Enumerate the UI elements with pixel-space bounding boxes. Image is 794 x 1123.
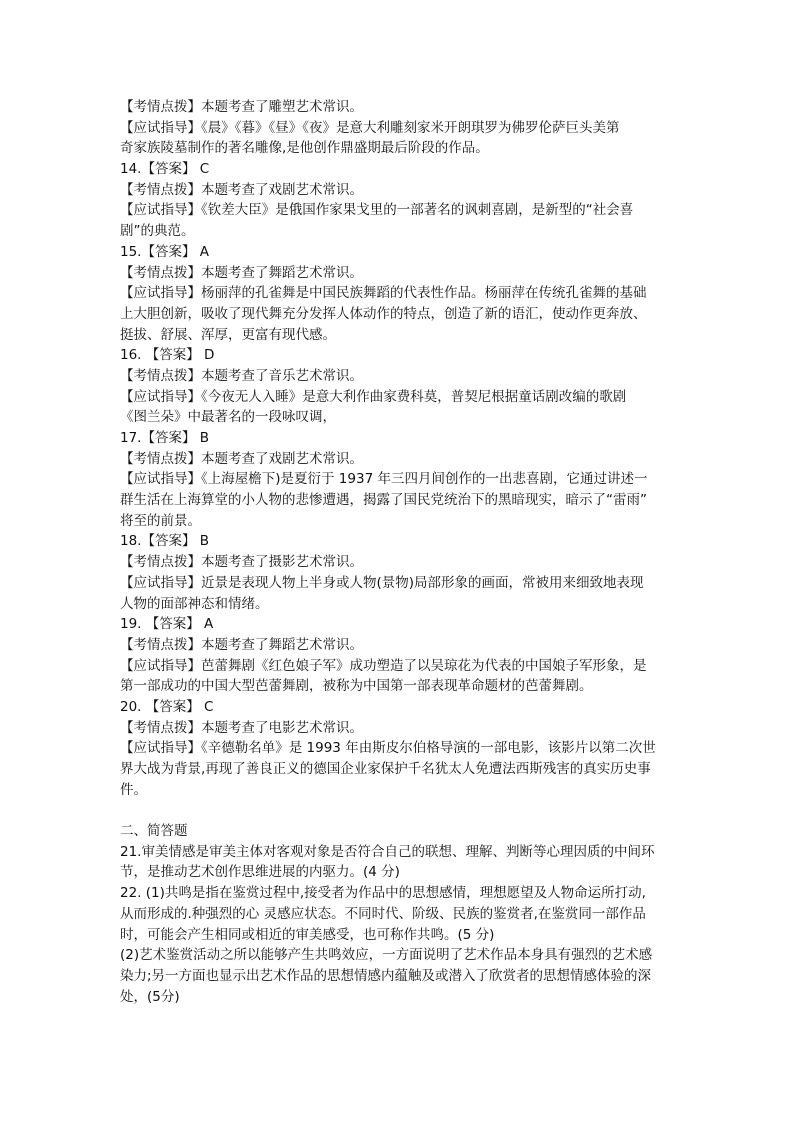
text-line: 【应试指导】《晨》《暮》《昼》《夜》是意大利雕刻家米开朗琪罗为佛罗伦萨巨头美第: [120, 119, 620, 136]
text-line: 【应试指导】《今夜无人入睡》是意大利作曲家费科莫，普契尼根据童话剧改编的歌剧: [120, 388, 627, 405]
text-line: 18.【答案】 B: [120, 533, 210, 550]
text-line: 挺拔、舒展、浑厚，更富有现代感。: [120, 326, 336, 343]
text-line: 上大胆创新，吸收了现代舞充分发挥人体动作的特点，创造了新的语汇，使动作更奔放、: [120, 305, 647, 322]
text-line: 《图兰朵》中最著名的一段咏叹调，: [120, 409, 336, 426]
text-line: 【应试指导】《上海屋檐下)是夏衍于 1937 年三四月间创作的一出悲喜剧，它通过讲述一: [120, 471, 648, 488]
text-line: 【考情点拨】本题考查了戏剧艺术常识。: [120, 181, 363, 198]
text-line: 14.【答案】 C: [120, 161, 210, 178]
text-line: 【考情点拨】本题考查了舞蹈艺术常识。: [120, 264, 363, 281]
text-line: (2)艺术鉴赏活动之所以能够产生共鸣效应，一方面说明了艺术作品本身具有强烈的艺术感: [120, 947, 653, 964]
text-line: 界大战为背景,再现了善良正义的德国企业家保护千名犹太人免遭法西斯残害的真实历史事: [120, 761, 651, 777]
text-line: 人物的面部神态和情绪。: [120, 595, 269, 612]
text-line: 从而形成的.种强烈的心 灵感应状态。不同时代、阶级、民族的鉴赏者,在鉴赏同一部作品: [120, 905, 646, 922]
text-line: 剧”的典范。: [120, 223, 195, 240]
text-line: 节，是推动艺术创作思维进展的内驱力。(4 分): [120, 864, 400, 881]
text-line: 【应试指导】《钦差大臣》是俄国作家果戈里的一部著名的讽刺喜剧，是新型的“社会喜: [120, 202, 634, 219]
text-line: 处，(5分): [120, 988, 180, 1005]
text-line: 19. 【答案】 A: [120, 616, 214, 633]
text-line: 【考情点拨】本题考查了戏剧艺术常识。: [120, 450, 363, 467]
text-line: 17.【答案】 B: [120, 430, 210, 446]
text-line: 【考情点拨】本题考查了电影艺术常识。: [120, 719, 363, 736]
blank-line: [120, 800, 680, 821]
document-body: [120, 97, 680, 1007]
text-line: 群生活在上海算堂的小人物的悲惨遭遇，揭露了国民党统治下的黑暗现实，暗示了“雷雨”: [120, 492, 647, 509]
text-line: 【应试指导】《辛德勒名单》是 1993 年由斯皮尔伯格导演的一部电影，该影片以第二次世: [120, 740, 656, 757]
text-line: 【应试指导】芭蕾舞剧《红色娘子军》成功塑造了以吴琼花为代表的中国娘子军形象，是: [120, 657, 647, 674]
text-line: 二、简答题: [120, 823, 188, 840]
text-line: 20. 【答案】 C: [120, 698, 214, 715]
text-line: 【考情点拨】本题考查了音乐艺术常识。: [120, 367, 363, 384]
text-line: 【考情点拨】本题考查了舞蹈艺术常识。: [120, 636, 363, 653]
text-line: 时，可能会产生相同或相近的审美感受，也可称作共鸣。(5 分): [120, 926, 495, 943]
text-line: 【考情点拨】本题考查了雕塑艺术常识。: [120, 99, 363, 115]
text-line: 【应试指导】近景是表现人物上半身或人物(景物)局部形象的画面，常被用来细致地表现: [120, 574, 644, 591]
text-line: 将至的前景。: [120, 512, 201, 529]
text-line: 奇家族陵墓制作的著名雕像,是他创作鼎盛期最后阶段的作品。: [120, 140, 489, 157]
text-line: 第一部成功的中国大型芭蕾舞剧，被称为中国第一部表现革命题材的芭蕾舞剧。: [120, 678, 593, 695]
text-line: 16. 【答案】 D: [120, 347, 215, 364]
text-line: 染力;另一方面也显示出艺术作品的思想情感内蕴触及或潜入了欣赏者的思想情感体验的深: [120, 967, 652, 984]
text-line: 【应试指导】杨丽萍的孔雀舞是中国民族舞蹈的代表性作品。杨丽萍在传统孔雀舞的基础: [120, 285, 647, 302]
text-line: 【考情点拨】本题考查了摄影艺术常识。: [120, 554, 363, 571]
text-line: 15.【答案】 A: [120, 243, 209, 260]
text-line: 22. (1)共鸣是指在鉴赏过程中,接受者为作品中的思想感情，理想愿望及人物命运所打动,: [120, 885, 646, 902]
text-line: 件。: [120, 781, 147, 798]
text-line: 21.审美情感是审美主体对客观对象是否符合自己的联想、理解、判断等心理因质的中间环: [120, 843, 655, 860]
